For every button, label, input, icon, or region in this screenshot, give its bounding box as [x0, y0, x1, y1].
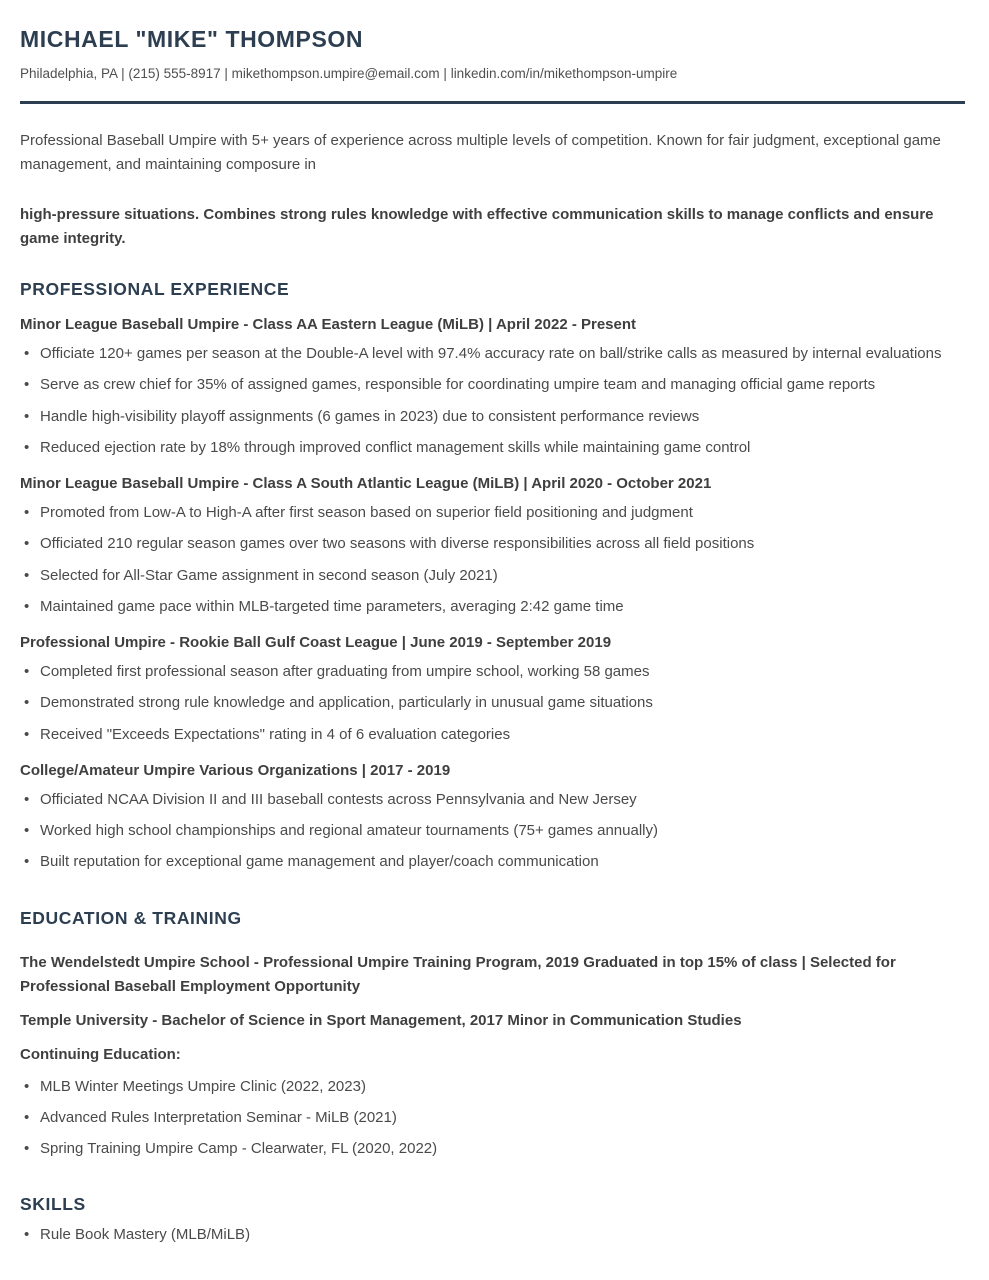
job-title-1: Minor League Baseball Umpire - Class AA Eastern League (MiLB) | April 2022 - Present	[20, 316, 637, 334]
section-heading-experience: PROFESSIONAL EXPERIENCE	[20, 279, 290, 300]
bullet-item: • Reduced ejection rate by 18% through improved conflict management skills while maintaining game control	[20, 436, 965, 459]
contact-line: Philadelphia, PA | (215) 555-8917 | mikethompson.umpire@email.com | linkedin.com/in/mikethompson-umpire	[20, 66, 678, 81]
bullet-item: • MLB Winter Meetings Umpire Clinic (2022, 2023)	[20, 1075, 965, 1098]
job-title-4: College/Amateur Umpire Various Organizations | 2017 - 2019	[20, 761, 451, 779]
bullet-item: • Selected for All-Star Game assignment in second season (July 2021)	[20, 564, 965, 587]
education-entry-continuing-label: Continuing Education:	[20, 1045, 181, 1063]
resume-content	[20, 26, 965, 1247]
bullet-item: • Rule Book Mastery (MLB/MiLB)	[20, 1223, 965, 1246]
bullet-item: • Serve as crew chief for 35% of assigned games, responsible for coordinating umpire team and managing official game reports	[20, 373, 965, 396]
job-bullets-3	[20, 660, 965, 746]
bullet-item: • Demonstrated strong rule knowledge and application, particularly in unusual game situations	[20, 691, 965, 714]
skills-bullets	[20, 1223, 965, 1246]
bullet-item: • Spring Training Umpire Camp - Clearwater, FL (2020, 2022)	[20, 1137, 965, 1160]
bullet-item: • Completed first professional season after graduating from umpire school, working 58 games	[20, 660, 965, 683]
bullet-item: • Officiate 120+ games per season at the Double-A level with 97.4% accuracy rate on ball/strike calls as measured by internal evaluations	[20, 342, 965, 365]
bullet-item: • Worked high school championships and regional amateur tournaments (75+ games annually)	[20, 819, 965, 842]
bullet-item: • Officiated NCAA Division II and III baseball contests across Pennsylvania and New Jersey	[20, 788, 965, 811]
bullet-item: • Advanced Rules Interpretation Seminar - MiLB (2021)	[20, 1106, 965, 1129]
section-heading-education: EDUCATION & TRAINING	[20, 907, 242, 928]
job-title-3: Professional Umpire - Rookie Ball Gulf Coast League | June 2019 - September 2019	[20, 634, 612, 652]
education-entry-2: Temple University - Bachelor of Science in Sport Management, 2017 Minor in Communication Studies	[20, 1011, 742, 1029]
header-divider	[20, 101, 965, 104]
bullet-item: • Officiated 210 regular season games over two seasons with diverse responsibilities across all field positions	[20, 532, 965, 555]
continuing-education-bullets	[20, 1075, 965, 1161]
section-heading-skills: SKILLS	[20, 1194, 86, 1215]
summary-paragraph-1: Professional Baseball Umpire with 5+ years of experience across multiple levels of competition. Known for fair judgment, exceptional game management, and maintaining composure in	[20, 132, 941, 174]
job-title-2: Minor League Baseball Umpire - Class A South Atlantic League (MiLB) | April 2020 - October 2021	[20, 475, 712, 493]
bullet-item: • Received "Exceeds Expectations" rating in 4 of 6 evaluation categories	[20, 723, 965, 746]
bullet-item: • Promoted from Low-A to High-A after first season based on superior field positioning and judgment	[20, 501, 965, 524]
bullet-item: • Built reputation for exceptional game management and player/coach communication	[20, 850, 965, 873]
job-bullets-2	[20, 501, 965, 618]
job-bullets-1	[20, 342, 965, 459]
bullet-item: • Handle high-visibility playoff assignments (6 games in 2023) due to consistent performance reviews	[20, 405, 965, 428]
education-entry-1: The Wendelstedt Umpire School - Professional Umpire Training Program, 2019 Graduated in top 15% of class | Selected for Professional Baseball Employment Opportunity	[20, 953, 896, 995]
resume-name: MICHAEL "MIKE" THOMPSON	[20, 26, 364, 52]
job-bullets-4	[20, 788, 965, 874]
bullet-item: • Maintained game pace within MLB-targeted time parameters, averaging 2:42 game time	[20, 595, 965, 618]
summary-paragraph-2: high-pressure situations. Combines strong rules knowledge with effective communication skills to manage conflicts and ensure game integrity.	[20, 206, 934, 248]
